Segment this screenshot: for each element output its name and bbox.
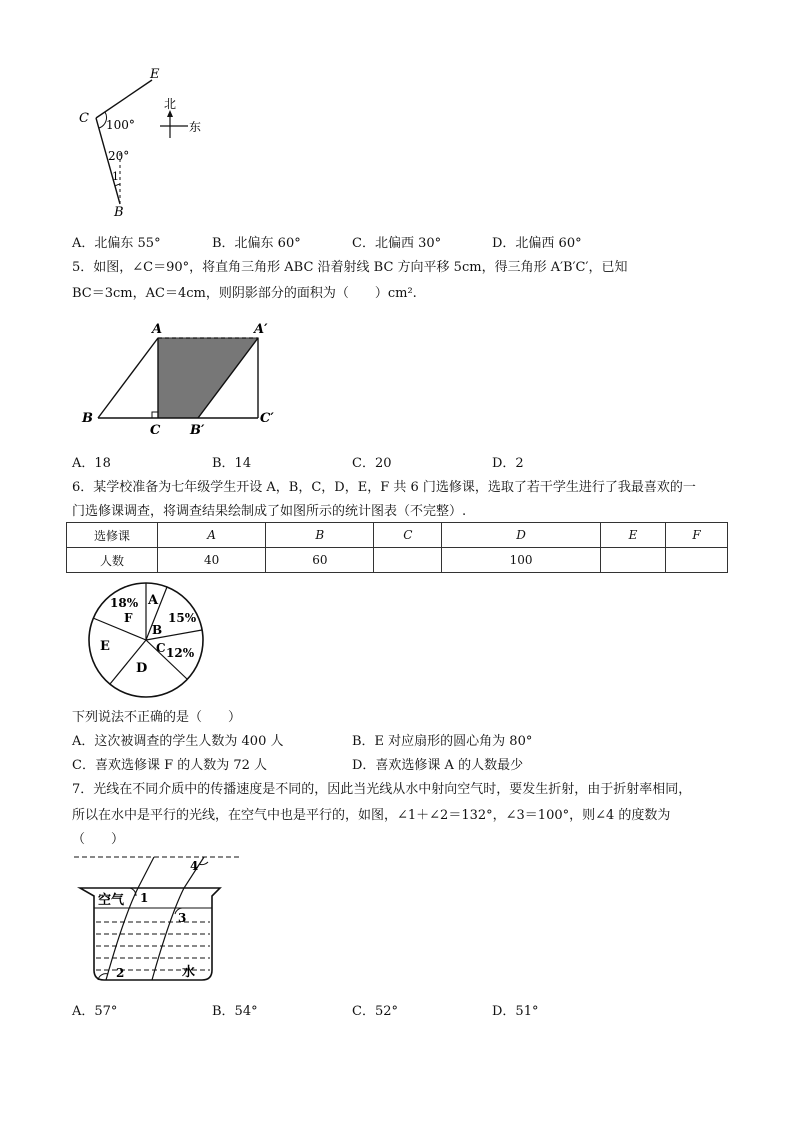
q6-option-b[interactable]: B．E 对应扇形的圆心角为 80°	[352, 734, 533, 749]
right-angle-mark	[152, 412, 158, 418]
q6-option-c[interactable]: C．喜欢选修课 F 的人数为 72 人	[72, 758, 268, 773]
angle-3-label: 3	[178, 911, 187, 925]
q5-option-b[interactable]: B．14	[212, 456, 252, 471]
label-C: C	[150, 423, 161, 438]
q5-option-c[interactable]: C．20	[352, 456, 392, 471]
q6-option-d[interactable]: D．喜欢选修课 A 的人数最少	[352, 758, 524, 773]
angle-100-label: 100°	[106, 118, 135, 132]
q6-text-line1: 6．某学校准备为七年级学生开设 A，B，C，D，E，F 共 6 门选修课，选取了若干学生进行了我最喜欢的一	[72, 480, 696, 495]
q7-text-line2: 所以在水中是平行的光线，在空气中也是平行的，如图，∠1＋∠2＝132°，∠3＝100°，则∠4 的度数为	[72, 808, 671, 823]
table-row	[67, 548, 728, 573]
table-cell: E	[601, 523, 666, 548]
label-A-prime: A′	[254, 322, 268, 337]
q4-option-d[interactable]: D．北偏西 60°	[492, 236, 582, 251]
table-header-row	[67, 523, 728, 548]
label-C: C	[79, 111, 89, 126]
ray-CE	[96, 80, 152, 118]
label-B-prime: B′	[190, 423, 205, 438]
q6-text-line2: 门选修课调查，将调查结果绘制成了如图所示的统计图表（不完整）.	[72, 504, 467, 519]
q5-text-line2: BC＝3cm，AC＝4cm，则阴影部分的面积为（ ）cm².	[72, 286, 417, 301]
light-ray-left	[106, 857, 154, 980]
q7-figure	[72, 850, 252, 990]
q5-option-a[interactable]: A．18	[72, 456, 111, 471]
stats-table	[66, 522, 728, 573]
angle-1-label: 1	[112, 170, 119, 183]
water-label: 水	[182, 965, 196, 980]
table-cell: F	[665, 523, 727, 548]
angle-20-label: 20°	[108, 149, 130, 163]
compass-east-label: 东	[189, 120, 202, 134]
table-cell	[374, 548, 442, 573]
label-A: A	[152, 322, 163, 337]
angle-4-label: 4	[190, 859, 199, 873]
segment-BA	[98, 338, 158, 418]
q5-text-line1: 5．如图，∠C＝90°，将直角三角形 ABC 沿着射线 BC 方向平移 5cm，得三角形 A′B′C′，已知	[72, 260, 628, 275]
q4-option-a[interactable]: A．北偏东 55°	[72, 236, 161, 251]
q6-prompt: 下列说法不正确的是（ ）	[72, 710, 242, 725]
table-header-label: 选修课	[67, 523, 158, 548]
q6-option-a[interactable]: A．这次被调查的学生人数为 400 人	[72, 734, 284, 749]
table-cell	[665, 548, 727, 573]
pie-label-F: F	[124, 611, 133, 625]
compass-arrow-icon	[167, 110, 173, 117]
shaded-region	[158, 338, 258, 418]
label-E: E	[150, 67, 160, 82]
pie-label-D: D	[136, 661, 148, 676]
label-B: B	[114, 205, 124, 218]
pie-label-E: E	[100, 639, 110, 654]
table-count-label: 人数	[67, 548, 158, 573]
q7-option-b[interactable]: B．54°	[212, 1004, 258, 1019]
q7-option-c[interactable]: C．52°	[352, 1004, 398, 1019]
label-B: B	[82, 411, 93, 426]
table-cell: D	[442, 523, 601, 548]
angle-1-arc	[115, 184, 120, 186]
angle-1-label: 1	[140, 891, 149, 905]
pie-pct-B: 15%	[168, 611, 197, 625]
table-cell: 60	[266, 548, 374, 573]
table-cell	[601, 548, 666, 573]
air-label: 空气	[98, 893, 125, 908]
q5-option-d[interactable]: D．2	[492, 456, 524, 471]
q7-option-d[interactable]: D．51°	[492, 1004, 539, 1019]
table-cell: 100	[442, 548, 601, 573]
pie-label-C: C	[156, 641, 166, 655]
table-cell: B	[266, 523, 374, 548]
table-cell: 40	[158, 548, 266, 573]
q6-pie-chart	[84, 578, 214, 702]
pie-label-B: B	[152, 623, 163, 637]
table-cell: C	[374, 523, 442, 548]
angle-2-label: 2	[116, 966, 125, 980]
q7-text-line1: 7．光线在不同介质中的传播速度是不同的，因此当光线从水中射向空气时，要发生折射，由于折射率相同，	[72, 782, 692, 797]
table-cell: A	[158, 523, 266, 548]
q5-figure	[80, 318, 290, 440]
pie-pct-F: 18%	[110, 596, 139, 610]
pie-label-A: A	[148, 593, 159, 608]
label-C-prime: C′	[260, 411, 274, 426]
q7-option-a[interactable]: A．57°	[72, 1004, 118, 1019]
compass-north-label: 北	[164, 97, 177, 111]
q7-text-line3: （ ）	[72, 832, 125, 847]
pie-pct-C: 12%	[166, 646, 195, 660]
q4-option-c[interactable]: C．北偏西 30°	[352, 236, 442, 251]
q4-option-b[interactable]: B．北偏东 60°	[212, 236, 301, 251]
q4-figure	[72, 66, 222, 218]
